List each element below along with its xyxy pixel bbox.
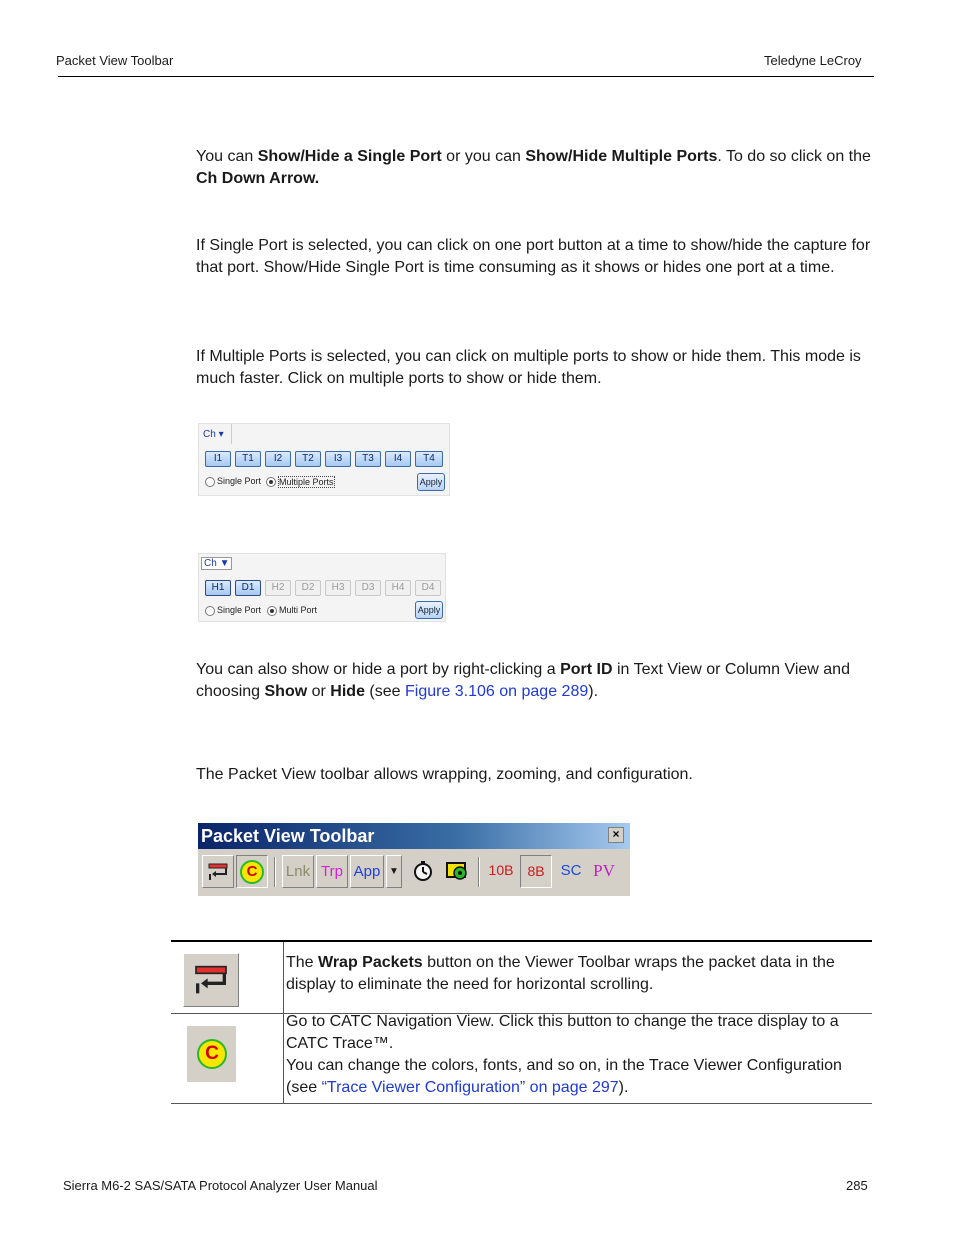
table-column-divider xyxy=(283,942,284,1104)
multi-port-label: Multi Port xyxy=(279,605,318,615)
catc-icon: C xyxy=(197,1039,227,1069)
toolbar-separator xyxy=(478,857,480,887)
wrap-packets-icon-cell xyxy=(183,953,239,1007)
table-bottom-rule xyxy=(171,1103,872,1104)
stopwatch-icon xyxy=(411,859,435,883)
port-button-i4[interactable]: I4 xyxy=(385,451,411,467)
catc-view-description: Go to CATC Navigation View. Click this button to change the trace display to a CATC Trace™. You can change the colors, fonts, and so on, in the Trace Viewer Configuration (see “Trace Viewer Configuration” on page 297). xyxy=(286,1013,842,1096)
port-button-d1[interactable]: D1 xyxy=(235,580,261,596)
config-button[interactable] xyxy=(442,855,472,888)
paragraph-right-click-port: You can also show or hide a port by right-clicking a Port ID in Text View or Column View and choosing Show or Hide (see Figure 3.106 on page 289). xyxy=(196,661,850,700)
toolbar-separator xyxy=(274,857,276,887)
timer-button[interactable] xyxy=(408,855,438,888)
port-button-i3[interactable]: I3 xyxy=(325,451,351,467)
page-number: 285 xyxy=(846,1178,868,1193)
ch-dropdown[interactable]: Ch ▼ xyxy=(201,557,232,570)
port-button-t2[interactable]: T2 xyxy=(295,451,321,467)
packet-view-toolbar xyxy=(198,823,630,896)
ports-toolbar-single xyxy=(198,553,446,622)
running-header-company: Teledyne LeCroy xyxy=(764,53,862,68)
paragraph-single-port: If Single Port is selected, you can click on one port button at a time to show/hide the capture for that port. Show/Hide Single Port is time consuming as it shows or hides one port at a time. xyxy=(196,237,871,276)
wrap-packets-button[interactable] xyxy=(202,855,234,888)
port-button-h1[interactable]: H1 xyxy=(205,580,231,596)
paragraph-toolbar-intro: The Packet View toolbar allows wrapping, zooming, and configuration. xyxy=(196,766,693,783)
single-port-label: Single Port xyxy=(217,476,262,486)
single-port-radio[interactable] xyxy=(205,477,215,487)
trace-viewer-config-link[interactable]: “Trace Viewer Configuration” on page 297 xyxy=(321,1079,619,1096)
catc-view-button[interactable] xyxy=(236,855,268,888)
table-top-rule xyxy=(171,940,872,942)
chevron-down-icon: ▾ xyxy=(218,429,224,440)
running-header-title: Packet View Toolbar xyxy=(56,53,174,68)
port-button-t1[interactable]: T1 xyxy=(235,451,261,467)
port-button-d4[interactable]: D4 xyxy=(415,580,441,596)
header-rule xyxy=(58,76,874,77)
port-button-t3[interactable]: T3 xyxy=(355,451,381,467)
figure-link[interactable]: Figure 3.106 on page 289 xyxy=(404,683,589,700)
port-button-i1[interactable]: I1 xyxy=(205,451,231,467)
ports-toolbar-multiple xyxy=(198,423,450,496)
paragraph-multiple-ports: If Multiple Ports is selected, you can click on multiple ports to show or hide them. This mode is much faster. Click on multiple ports to show or hide them. xyxy=(196,348,861,387)
chevron-down-icon: ▼ xyxy=(219,558,230,569)
port-button-t4[interactable]: T4 xyxy=(415,451,443,467)
settings-icon xyxy=(444,859,470,883)
single-port-label: Single Port xyxy=(217,605,262,615)
paragraph-show-hide-intro: You can Show/Hide a Single Port or you can Show/Hide Multiple Ports. To do so click on the Ch Down Arrow. xyxy=(196,148,871,187)
toolbar-title: Packet View Toolbar xyxy=(198,823,630,849)
footer-manual-title: Sierra M6-2 SAS/SATA Protocol Analyzer User Manual xyxy=(63,1178,378,1193)
port-button-h2[interactable]: H2 xyxy=(265,580,291,596)
catc-icon-cell xyxy=(187,1026,236,1082)
app-button[interactable]: App xyxy=(350,855,384,888)
port-button-i2[interactable]: I2 xyxy=(265,451,291,467)
chevron-down-icon[interactable]: ▼ xyxy=(386,855,402,888)
port-button-d2[interactable]: D2 xyxy=(295,580,321,596)
apply-button[interactable]: Apply xyxy=(417,473,445,491)
8b-button[interactable]: 8B xyxy=(520,855,552,888)
close-icon[interactable]: × xyxy=(608,827,624,843)
port-button-d3[interactable]: D3 xyxy=(355,580,381,596)
catc-icon: C xyxy=(240,860,264,884)
10b-button[interactable]: 10B xyxy=(488,862,514,878)
trp-button[interactable]: Trp xyxy=(316,855,348,888)
pv-button[interactable]: PV xyxy=(593,861,615,880)
multi-port-radio[interactable] xyxy=(267,606,277,616)
multiple-ports-label: Multiple Ports xyxy=(279,477,334,487)
sc-button[interactable]: SC xyxy=(560,862,582,879)
single-port-radio[interactable] xyxy=(205,606,215,616)
port-button-h4[interactable]: H4 xyxy=(385,580,411,596)
lnk-button[interactable]: Lnk xyxy=(282,855,314,888)
ch-dropdown[interactable]: Ch ▾ xyxy=(203,429,224,440)
wrap-icon xyxy=(191,960,231,1000)
wrap-packets-description: The Wrap Packets button on the Viewer Toolbar wraps the packet data in the display to eliminate the need for horizontal scrolling. xyxy=(286,954,835,993)
wrap-icon xyxy=(206,860,230,884)
apply-button[interactable]: Apply xyxy=(415,601,443,619)
port-button-h3[interactable]: H3 xyxy=(325,580,351,596)
multiple-ports-radio[interactable] xyxy=(266,477,276,487)
